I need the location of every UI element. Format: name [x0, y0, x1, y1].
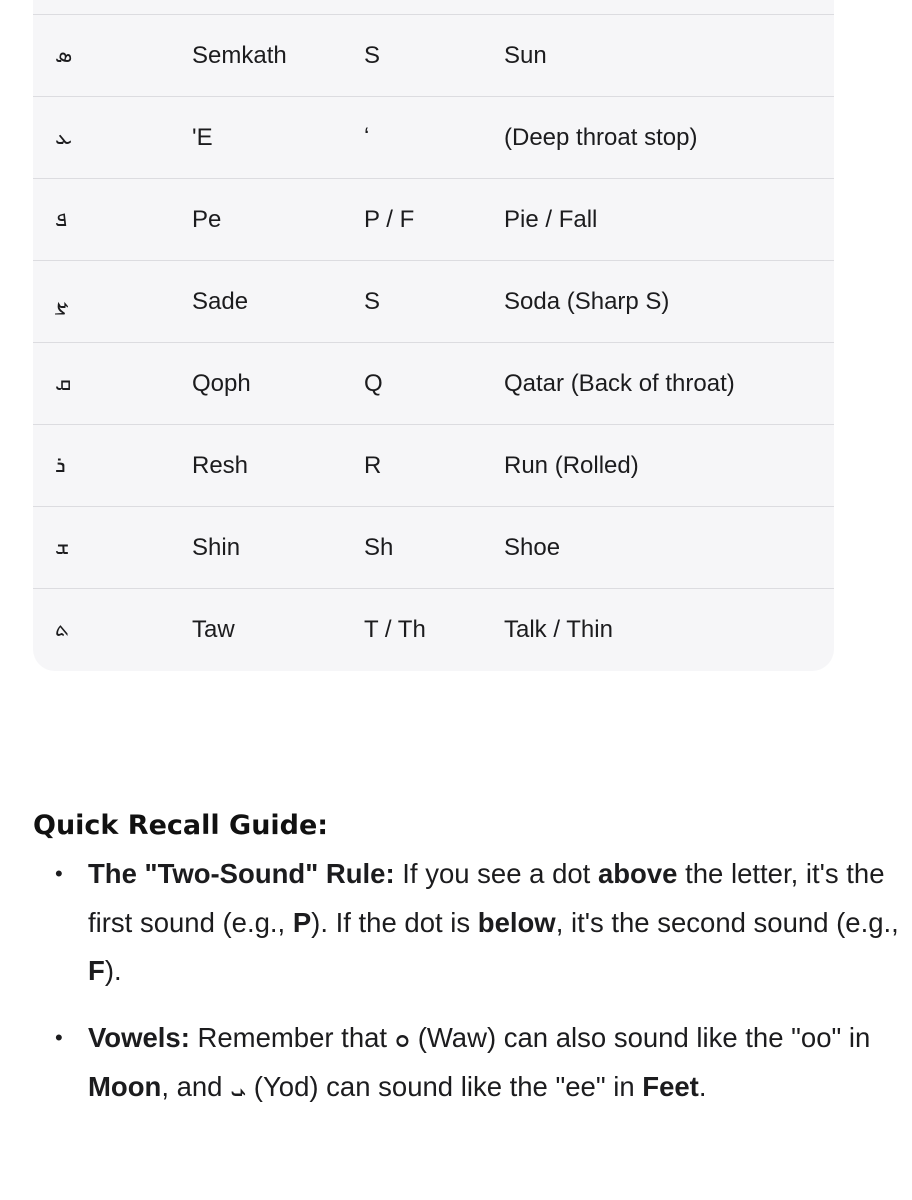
letter-sound: Run (Rolled) [504, 452, 639, 479]
letter-sound: (Deep throat stop) [504, 124, 698, 151]
table-row [33, 506, 834, 588]
letter-glyph: ܬ [55, 617, 70, 642]
table-row [33, 96, 834, 178]
guide-heading: Quick Recall Guide: [33, 810, 329, 841]
letter-glyph: ܥ [55, 125, 72, 150]
table-row [33, 14, 834, 96]
letter-transliteration: S [364, 288, 381, 315]
letter-name: Sade [192, 288, 249, 315]
bullet-dot: • [55, 1025, 63, 1050]
bullet-dot: • [55, 861, 63, 886]
yod-glyph: ܝ [230, 1070, 247, 1103]
table-row [33, 342, 834, 424]
letter-sound: Qatar (Back of throat) [504, 370, 735, 397]
letter-name: 'E [192, 124, 213, 151]
letter-name: Qoph [192, 370, 251, 397]
letter-transliteration: P / F [364, 206, 415, 233]
letter-transliteration: Q [364, 370, 383, 397]
letter-glyph: ܩ [55, 371, 72, 396]
letter-sound: Talk / Thin [504, 616, 613, 643]
rule-label: The "Two-Sound" Rule: [88, 858, 395, 889]
letter-glyph: ܣ [55, 43, 73, 68]
table-row [33, 588, 834, 670]
table-row [33, 260, 834, 342]
letter-transliteration: Sh [364, 534, 394, 561]
letter-transliteration: ʻ [364, 124, 370, 151]
guide-item-two-sound-rule: The "Two-Sound" Rule: If you see a dot above the letter, it's the first sound (e.g., P). If the dot is below, it's the second sound (e.g., F). [88, 858, 899, 986]
alphabet-table [33, 0, 834, 671]
letter-name: Taw [192, 616, 235, 643]
letter-sound: Shoe [504, 534, 561, 561]
letter-sound: Pie / Fall [504, 206, 598, 233]
letter-sound: Sun [504, 42, 547, 69]
letter-glyph: ܦ [55, 207, 68, 232]
letter-name: Shin [192, 534, 241, 561]
letter-name: Semkath [192, 42, 287, 69]
guide-item-vowels: Vowels: Remember that ܘ (Waw) can also sound like the "oo" in Moon, and ܝ (Yod) can sound like the "ee" in Feet. [88, 1022, 871, 1103]
letter-transliteration: T / Th [364, 616, 426, 643]
letter-name: Pe [192, 206, 222, 233]
letter-transliteration: R [364, 452, 382, 479]
waw-glyph: ܘ [394, 1022, 411, 1054]
letter-glyph: ܪ [55, 453, 66, 478]
table-row [33, 178, 834, 260]
letter-glyph: ܨ [55, 289, 69, 314]
rule-label: Vowels: [88, 1022, 190, 1053]
letter-name: Resh [192, 452, 249, 479]
letter-glyph: ܫ [55, 535, 70, 560]
table-row [33, 424, 834, 506]
letter-transliteration: S [364, 42, 381, 69]
letter-sound: Soda (Sharp S) [504, 288, 670, 315]
